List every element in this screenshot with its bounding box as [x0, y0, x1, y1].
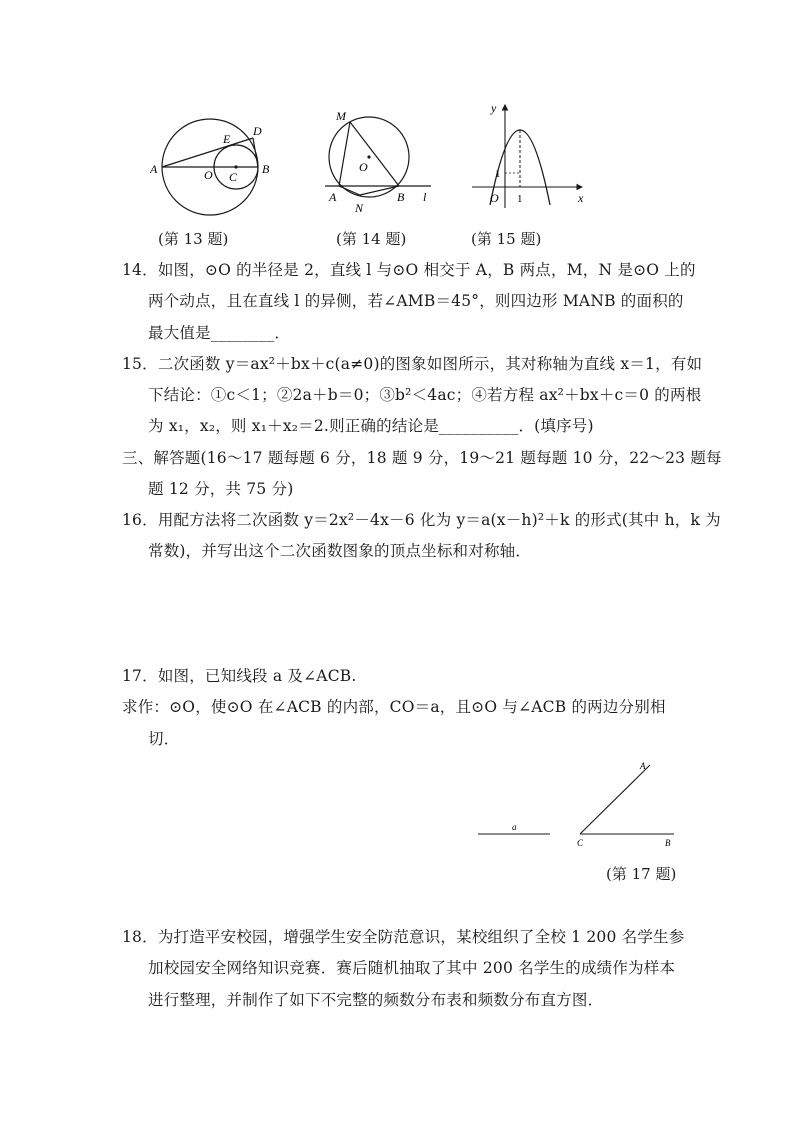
- figure-13-circles: [150, 115, 280, 220]
- section-3-heading-2: 题 12 分，共 75 分): [148, 480, 294, 498]
- line-MB: [350, 122, 399, 186]
- figure-14-circle: [325, 105, 435, 220]
- label-B: B: [665, 838, 671, 848]
- label-x: x: [578, 191, 584, 205]
- q14-line-3: 最大值是________．: [148, 324, 291, 342]
- label-A: A: [329, 190, 337, 204]
- line-AD: [162, 138, 253, 167]
- q16-line-2: 常数)，并写出这个二次函数图象的顶点坐标和对称轴．: [148, 542, 532, 560]
- q17-line-2: 求作：⊙O，使⊙O 在∠ACB 的内部，CO＝a，且⊙O 与∠ACB 的两边分别相: [122, 698, 666, 716]
- line-AN: [339, 186, 360, 195]
- q18-line-1: 18．为打造平安校园，增强学生安全防范意识，某校组织了全校 1 200 名学生参: [122, 928, 685, 946]
- center-C-dot: [234, 165, 237, 168]
- label-D: D: [253, 124, 262, 138]
- label-A: A: [150, 162, 158, 176]
- q18-line-3: 进行整理，并制作了如下不完整的频数分布表和频数分布直方图．: [148, 991, 604, 1009]
- line-NB: [360, 186, 399, 195]
- q14-line-1: 14．如图，⊙O 的半径是 2，直线 l 与⊙O 相交于 A，B 两点，M，N 是⊙O 上的: [122, 261, 696, 279]
- label-N: N: [355, 201, 364, 215]
- label-B: B: [397, 190, 405, 204]
- label-one-y: 1: [495, 168, 501, 180]
- caption-14: (第 14 题): [336, 230, 407, 248]
- label-O: O: [204, 168, 213, 182]
- label-a: a: [512, 822, 517, 832]
- q16-line-1: 16．用配方法将二次函数 y＝2x²－4x－6 化为 y＝a(x－h)²＋k 的形式(其中 h，k 为: [122, 511, 721, 529]
- label-M: M: [336, 109, 346, 123]
- section-3-heading-1: 三、解答题(16～17 题每题 6 分，18 题 9 分，19～21 题每题 10 分，22～23 题每: [122, 449, 722, 467]
- figure-17-construction: [470, 755, 685, 855]
- label-C: C: [577, 838, 584, 848]
- label-one-x: 1: [517, 193, 523, 205]
- center-O-dot: [367, 155, 370, 158]
- label-E: E: [223, 132, 231, 146]
- q15-line-1: 15．二次函数 y＝ax²＋bx＋c(a≠0)的图象如图所示，其对称轴为直线 x＝1，有如: [122, 355, 703, 373]
- label-B: B: [262, 162, 270, 176]
- q18-line-2: 加校园安全网络知识竞赛．赛后随机抽取了其中 200 名学生的成绩作为样本: [148, 959, 676, 977]
- q15-line-2: 下结论：①c＜1；②2a＋b＝0；③b²＜4ac；④若方程 ax²＋bx＋c＝0 的两根: [148, 386, 702, 404]
- q14-line-2: 两个动点，且在直线 l 的异侧，若∠AMB＝45°，则四边形 MANB 的面积的: [148, 292, 684, 310]
- caption-17: (第 17 题): [606, 865, 677, 883]
- figure-15-parabola: [472, 100, 592, 210]
- caption-13: (第 13 题): [158, 230, 229, 248]
- label-C: C: [229, 170, 238, 184]
- line-DB: [253, 138, 258, 167]
- label-A: A: [640, 761, 646, 771]
- label-origin: O: [490, 191, 499, 205]
- line-MA: [339, 122, 350, 186]
- label-O: O: [359, 160, 368, 174]
- q15-line-3: 为 x₁，x₂，则 x₁＋x₂＝2.则正确的结论是__________．(填序号): [148, 417, 594, 435]
- label-y: y: [491, 101, 497, 115]
- q17-line-3: 切．: [148, 730, 180, 748]
- caption-15: (第 15 题): [471, 230, 542, 248]
- q17-line-1: 17．如图，已知线段 a 及∠ACB.: [122, 667, 357, 685]
- label-l: l: [423, 190, 427, 204]
- ray-CA: [580, 765, 650, 834]
